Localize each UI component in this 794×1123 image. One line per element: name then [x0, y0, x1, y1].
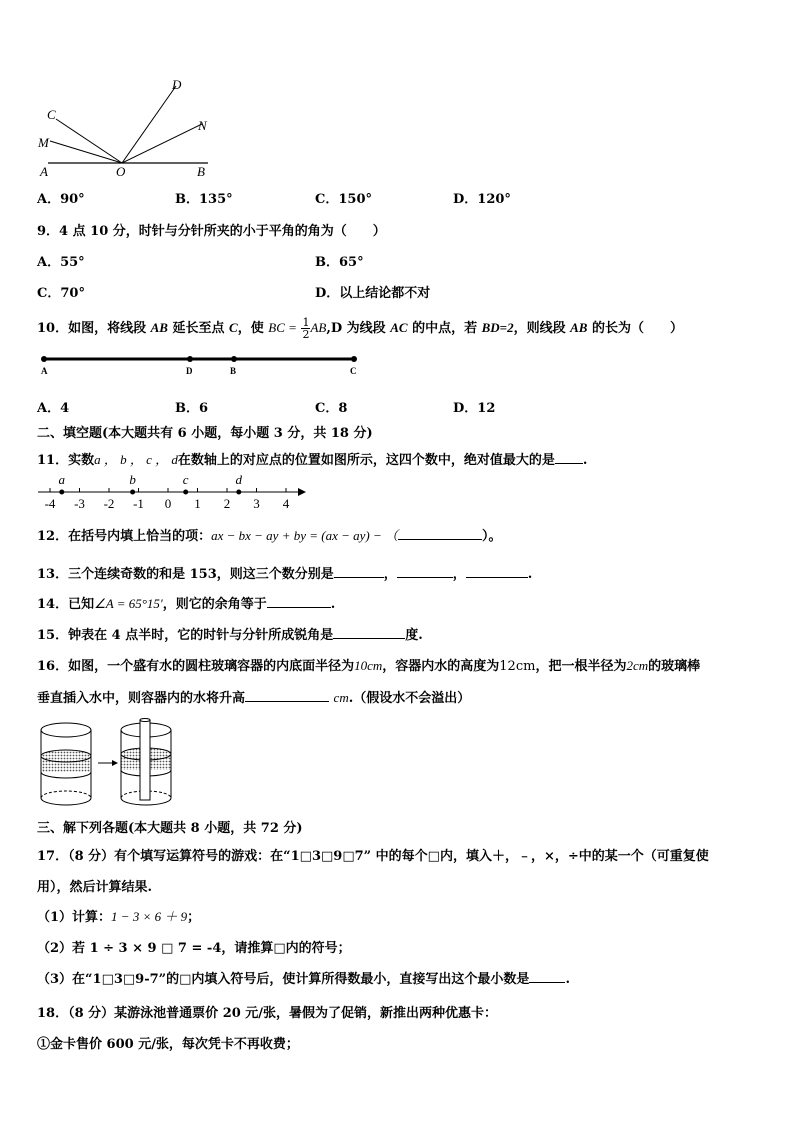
number-line-point — [236, 490, 241, 495]
section-3-heading: 三、解下列各题(本大题共 8 小题，共 72 分) — [37, 821, 303, 836]
q16-line1: 16．如图，一个盛有水的圆柱玻璃容器的内底面半径为10cm，容器内水的高度为12cm，把一根半径为2cm的玻璃棒 — [37, 658, 701, 674]
number-line-tick-label: -4 — [44, 496, 56, 511]
number-line-tick-label: 1 — [194, 496, 201, 511]
q9-option-d: D．以上结论都不对 — [315, 286, 431, 301]
segment-figure — [38, 352, 368, 378]
q10-stem: 10．如图，将线段 AB 延长至点 C，使 BC = $\frac{1}{2}$ AB,D 为线段 AC 的中点，若 BD=2，则线段 AB 的长为（ ） — [37, 316, 684, 341]
q10-option-d: D．12 — [453, 401, 496, 416]
q14-stem: 14．已知∠A = 65°15′，则它的余角等于 . — [37, 596, 336, 612]
q8-option-c: C．150° — [315, 192, 372, 207]
q10-option-b: B．6 — [175, 401, 209, 416]
label-M: M — [38, 135, 49, 150]
number-line-point — [130, 490, 135, 495]
q18-line1: 18．（8 分）某游泳池普通票价 20 元/张，暑假为了促销，新推出两种优惠卡： — [37, 1006, 498, 1021]
q10-option-a: A．4 — [37, 401, 70, 416]
label-C: C — [47, 107, 56, 122]
q17-part2: （2）若 1 ÷ 3 × 9 □ 7 = -4，请推算□内的符号； — [37, 941, 351, 956]
number-line-point — [59, 490, 64, 495]
section-2-heading: 二、填空题(本大题共有 6 小题，每小题 3 分，共 18 分) — [37, 426, 373, 441]
number-line-point-label: d — [235, 472, 243, 487]
q9-option-b: B．65° — [315, 255, 364, 270]
q17-line2: 用），然后计算结果. — [37, 880, 153, 895]
q8-option-a: A．90° — [37, 192, 85, 207]
number-line-tick-label: -1 — [133, 496, 144, 511]
seg-label-B: B — [230, 366, 237, 376]
q17-line1: 17．（8 分）有个填写运算符号的游戏：在“1□3□9□7” 中的每个□内，填入＋，﹣，×，÷中的某一个（可重复使 — [37, 849, 709, 864]
q8-option-d: D．120° — [453, 192, 511, 207]
number-line-tick-label: 4 — [282, 496, 290, 511]
number-line-tick-label: 0 — [164, 496, 172, 511]
number-line-point-label: b — [129, 472, 136, 487]
q10-option-c: C．8 — [315, 401, 348, 416]
q12-stem: 12．在括号内填上恰当的项：ax − bx − ay + by = (ax − ay) − （ ）。 — [37, 528, 502, 544]
q8-option-b: B．135° — [175, 192, 233, 207]
q17-part3: （3）在“1□3□9-7”的□内填入符号后，使计算所得数最小，直接写出这个最小数是 . — [37, 972, 570, 987]
q15-stem: 15．钟表在 4 点半时，它的时针与分针所成锐角是 度. — [37, 628, 423, 643]
q11-stem: 11．实数a ， b ， c ， d在数轴上的对应点的位置如图所示，这四个数中，绝对值最大的是 . — [37, 452, 588, 468]
seg-label-A: A — [41, 366, 48, 376]
seg-label-D: D — [186, 366, 193, 376]
number-line-point-label: a — [58, 472, 66, 487]
number-line — [36, 472, 308, 512]
label-B: B — [197, 164, 205, 179]
label-A: A — [40, 164, 48, 179]
number-line-tick-label: 3 — [253, 496, 260, 511]
number-line-tick-label: -2 — [103, 496, 115, 511]
seg-label-C: C — [350, 366, 357, 376]
number-line-tick-label: -3 — [74, 496, 85, 511]
number-line-tick-label: 2 — [223, 496, 231, 511]
q18-line2: ①金卡售价 600 元/张，每次凭卡不再收费； — [37, 1037, 299, 1052]
q16-line2: 垂直插入水中，则容器内的水将升高 cm.（假设水不会溢出） — [37, 690, 471, 706]
label-N: N — [198, 118, 207, 133]
label-D: D — [172, 77, 182, 92]
angle-figure — [30, 72, 230, 182]
q13-stem: 13．三个连续奇数的和是 153，则这三个数分别是 ， ， . — [37, 567, 533, 582]
q9-option-a: A．55° — [37, 255, 85, 270]
q17-part1: （1）计算：1 − 3 × 6 ＋ 9； — [37, 909, 201, 925]
q9-option-c: C．70° — [37, 286, 85, 301]
q9-stem: 9．4 点 10 分，时针与分针所夹的小于平角的角为（ ） — [37, 224, 386, 239]
number-line-point — [183, 490, 188, 495]
cylinder-figure — [36, 718, 176, 810]
label-O: O — [116, 164, 126, 179]
number-line-point-label: c — [182, 472, 189, 487]
